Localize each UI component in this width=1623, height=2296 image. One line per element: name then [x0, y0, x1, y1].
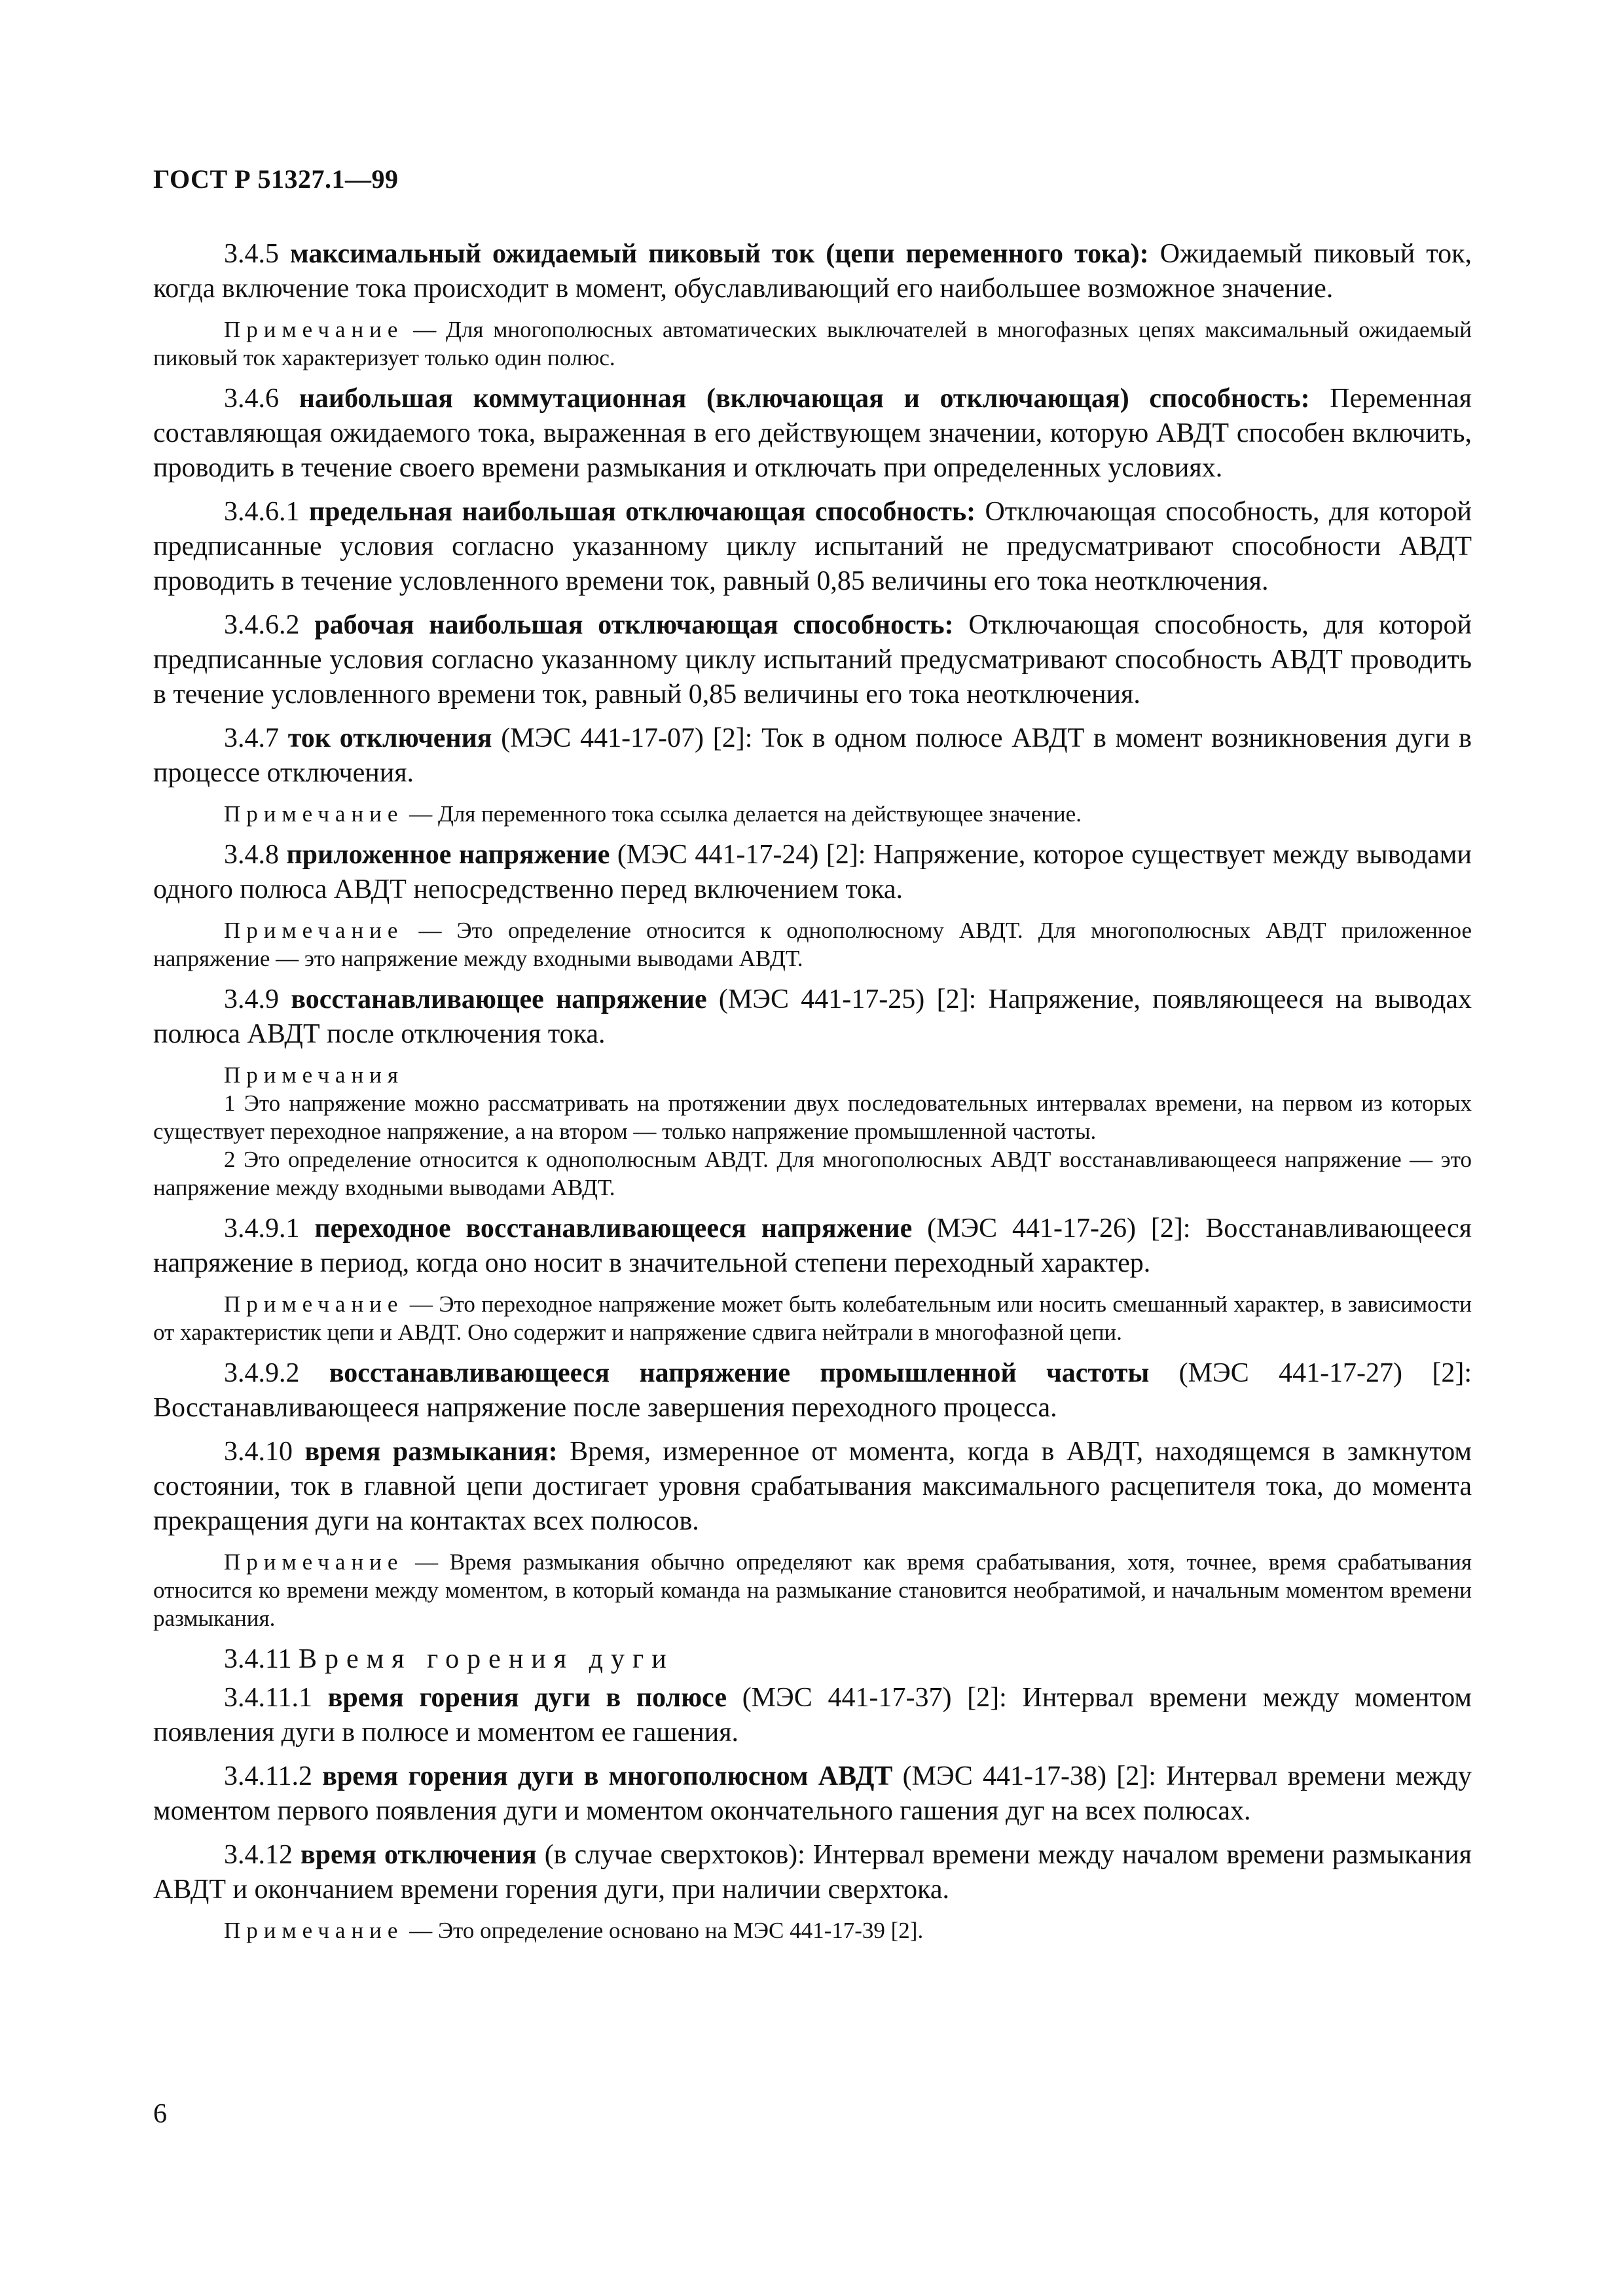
note-text: — Время размыкания обычно определяют как время срабатывания, хотя, точнее, время срабатывания относится ко времени между моментом, в который команда на размыкание становится необратимой, и начальным моментом времени размыкания.	[153, 1549, 1472, 1631]
clause-term: время отключения	[300, 1840, 537, 1870]
clause-number: 3.4.10	[224, 1437, 293, 1467]
note-label: Примечание	[224, 1918, 404, 1943]
clause-text: (МЭС 441-17-25) [2]: Напряжение, появляющееся на выводах полюса АВДТ после отключения тока.	[153, 984, 1472, 1049]
note-item-1: 1 Это напряжение можно рассматривать на протяжении двух последовательных интервалах времени, на первом из которых существует переходное напряжение, а на втором — только напряжение промышленной частоты.	[153, 1090, 1472, 1144]
clause-term: время горения дуги в полюсе	[327, 1683, 727, 1713]
clause-number: 3.4.5	[224, 239, 279, 269]
clause-3-4-7	[153, 721, 1472, 791]
clause-3-4-6	[153, 382, 1472, 486]
clause-3-4-5	[153, 237, 1472, 306]
clause-text: Отключающая способность, для которой предписанные условия согласно указанному циклу испытаний не предусматривают способности АВДТ проводить в течение условленного времени ток, равный 0,85 величины его тока неотключения.	[153, 497, 1472, 596]
note-item-2: 2 Это определение относится к однополюсным АВДТ. Для многополюсных АВДТ восстанавливающееся напряжение — это напряжение между входными выводами АВДТ.	[153, 1147, 1472, 1200]
note-text: — Для переменного тока ссылка делается на действующее значение.	[403, 801, 1082, 827]
clause-3-4-10	[153, 1435, 1472, 1539]
clause-term: приложенное напряжение	[286, 840, 610, 870]
clause-number: 3.4.9	[224, 984, 279, 1014]
clause-number: 3.4.11.1	[224, 1683, 312, 1713]
notes-3-4-9	[153, 1061, 1472, 1202]
section-title: Время горения дуги	[298, 1644, 674, 1674]
clause-text: (в случае сверхтоков): Интервал времени между началом времени размыкания АВДТ и окончанием времени горения дуги, при наличии сверхтока.	[153, 1840, 1472, 1905]
note-text: — Для многополюсных автоматических выключателей в многофазных цепях максимальный ожидаемый пиковый ток характеризует только один полюс.	[153, 317, 1472, 370]
clause-term: время горения дуги в многополюсном АВДТ	[322, 1761, 893, 1791]
clause-text: (МЭС 441-17-27) [2]: Восстанавливающееся напряжение после завершения переходного процесса.	[153, 1358, 1472, 1423]
clause-text: Переменная составляющая ожидаемого тока, выраженная в его действующем значении, которую АВДТ способен включить, проводить в течение своего времени размыкания и отключать при определенных условиях.	[153, 384, 1472, 483]
clause-3-4-12	[153, 1838, 1472, 1907]
note-label: Примечание	[224, 317, 404, 342]
note-3-4-10	[153, 1548, 1472, 1632]
clause-number: 3.4.11	[224, 1644, 292, 1674]
clause-number: 3.4.6.1	[224, 497, 300, 527]
clause-term: время размыкания:	[304, 1437, 558, 1467]
clause-text: Время, измеренное от момента, когда в АВДТ, находящемся в замкнутом состоянии, ток в главной цепи достигает уровня срабатывания максимального расцепителя тока, до момента прекращения дуги на контактах всех полюсов.	[153, 1437, 1472, 1536]
note-label: Примечание	[224, 1549, 404, 1575]
clause-term: предельная наибольшая отключающая способность:	[308, 497, 976, 527]
clause-number: 3.4.8	[224, 840, 279, 870]
clause-term: восстанавливающееся напряжение промышленной частоты	[329, 1358, 1150, 1388]
clause-3-4-11	[153, 1642, 1472, 1677]
clause-text: (МЭС 441-17-37) [2]: Интервал времени между моментом появления дуги в полюсе и моментом ее гашения.	[153, 1683, 1472, 1748]
clause-text: Ожидаемый пиковый ток, когда включение тока происходит в момент, обуславливающий его наибольшее возможное значение.	[153, 239, 1472, 304]
clause-term: восстанавливающее напряжение	[291, 984, 707, 1014]
clause-term: рабочая наибольшая отключающая способность:	[314, 610, 954, 640]
note-3-4-5	[153, 315, 1472, 372]
clause-text: (МЭС 441-17-07) [2]: Ток в одном полюсе АВДТ в момент возникновения дуги в процессе отключения.	[153, 723, 1472, 788]
clause-3-4-8	[153, 838, 1472, 907]
note-text: — Это определение основано на МЭС 441-17-39 [2].	[403, 1918, 924, 1943]
clause-3-4-9-1	[153, 1211, 1472, 1281]
clause-text: Отключающая способность, для которой предписанные условия согласно указанному циклу испытаний предусматривают способность АВДТ проводить в течение условленного времени ток, равный 0,85 величины его тока неотключения.	[153, 610, 1472, 709]
note-3-4-12	[153, 1916, 1472, 1945]
note-3-4-7	[153, 800, 1472, 828]
note-3-4-9-1	[153, 1290, 1472, 1346]
clause-text: (МЭС 441-17-24) [2]: Напряжение, которое существует между выводами одного полюса АВДТ непосредственно перед включением тока.	[153, 840, 1472, 905]
clause-term: наибольшая коммутационная (включающая и отключающая) способность:	[299, 384, 1310, 414]
notes-label-text: Примечания	[224, 1062, 405, 1088]
notes-label	[153, 1061, 1472, 1089]
clause-3-4-6-2	[153, 608, 1472, 712]
clause-number: 3.4.9.1	[224, 1213, 300, 1244]
clause-3-4-11-2	[153, 1759, 1472, 1829]
clause-term: переходное восстанавливающееся напряжение	[314, 1213, 913, 1244]
note-3-4-8	[153, 916, 1472, 973]
clause-number: 3.4.12	[224, 1840, 293, 1870]
clause-3-4-9	[153, 982, 1472, 1052]
note-label: Примечание	[224, 918, 404, 943]
clause-term: ток отключения	[287, 723, 492, 753]
clause-number: 3.4.9.2	[224, 1358, 300, 1388]
clause-number: 3.4.6.2	[224, 610, 300, 640]
note-text: — Это переходное напряжение может быть колебательным или носить смешанный характер, в зависимости от характеристик цепи и АВДТ. Оно содержит и напряжение сдвига нейтрали в многофазной цепи.	[153, 1291, 1472, 1345]
clause-term: максимальный ожидаемый пиковый ток (цепи переменного тока):	[290, 239, 1149, 269]
clause-3-4-6-1	[153, 495, 1472, 599]
clause-text: (МЭС 441-17-26) [2]: Восстанавливающееся напряжение в период, когда оно носит в значительной степени переходный характер.	[153, 1213, 1472, 1278]
note-text: — Это определение относится к однополюсному АВДТ. Для многополюсных АВДТ приложенное напряжение — это напряжение между входными выводами АВДТ.	[153, 918, 1472, 971]
note-label: Примечание	[224, 801, 404, 827]
note-label: Примечание	[224, 1291, 404, 1317]
clause-number: 3.4.11.2	[224, 1761, 312, 1791]
clause-number: 3.4.7	[224, 723, 279, 753]
document-body	[153, 237, 1472, 1954]
clause-number: 3.4.6	[224, 384, 279, 414]
document-header: ГОСТ Р 51327.1—99	[153, 164, 399, 194]
page-number: 6	[153, 2099, 167, 2129]
clause-3-4-9-2	[153, 1356, 1472, 1426]
clause-text: (МЭС 441-17-38) [2]: Интервал времени между моментом первого появления дуги и моментом окончательного гашения дуг на всех полюсах.	[153, 1761, 1472, 1826]
clause-3-4-11-1	[153, 1681, 1472, 1750]
